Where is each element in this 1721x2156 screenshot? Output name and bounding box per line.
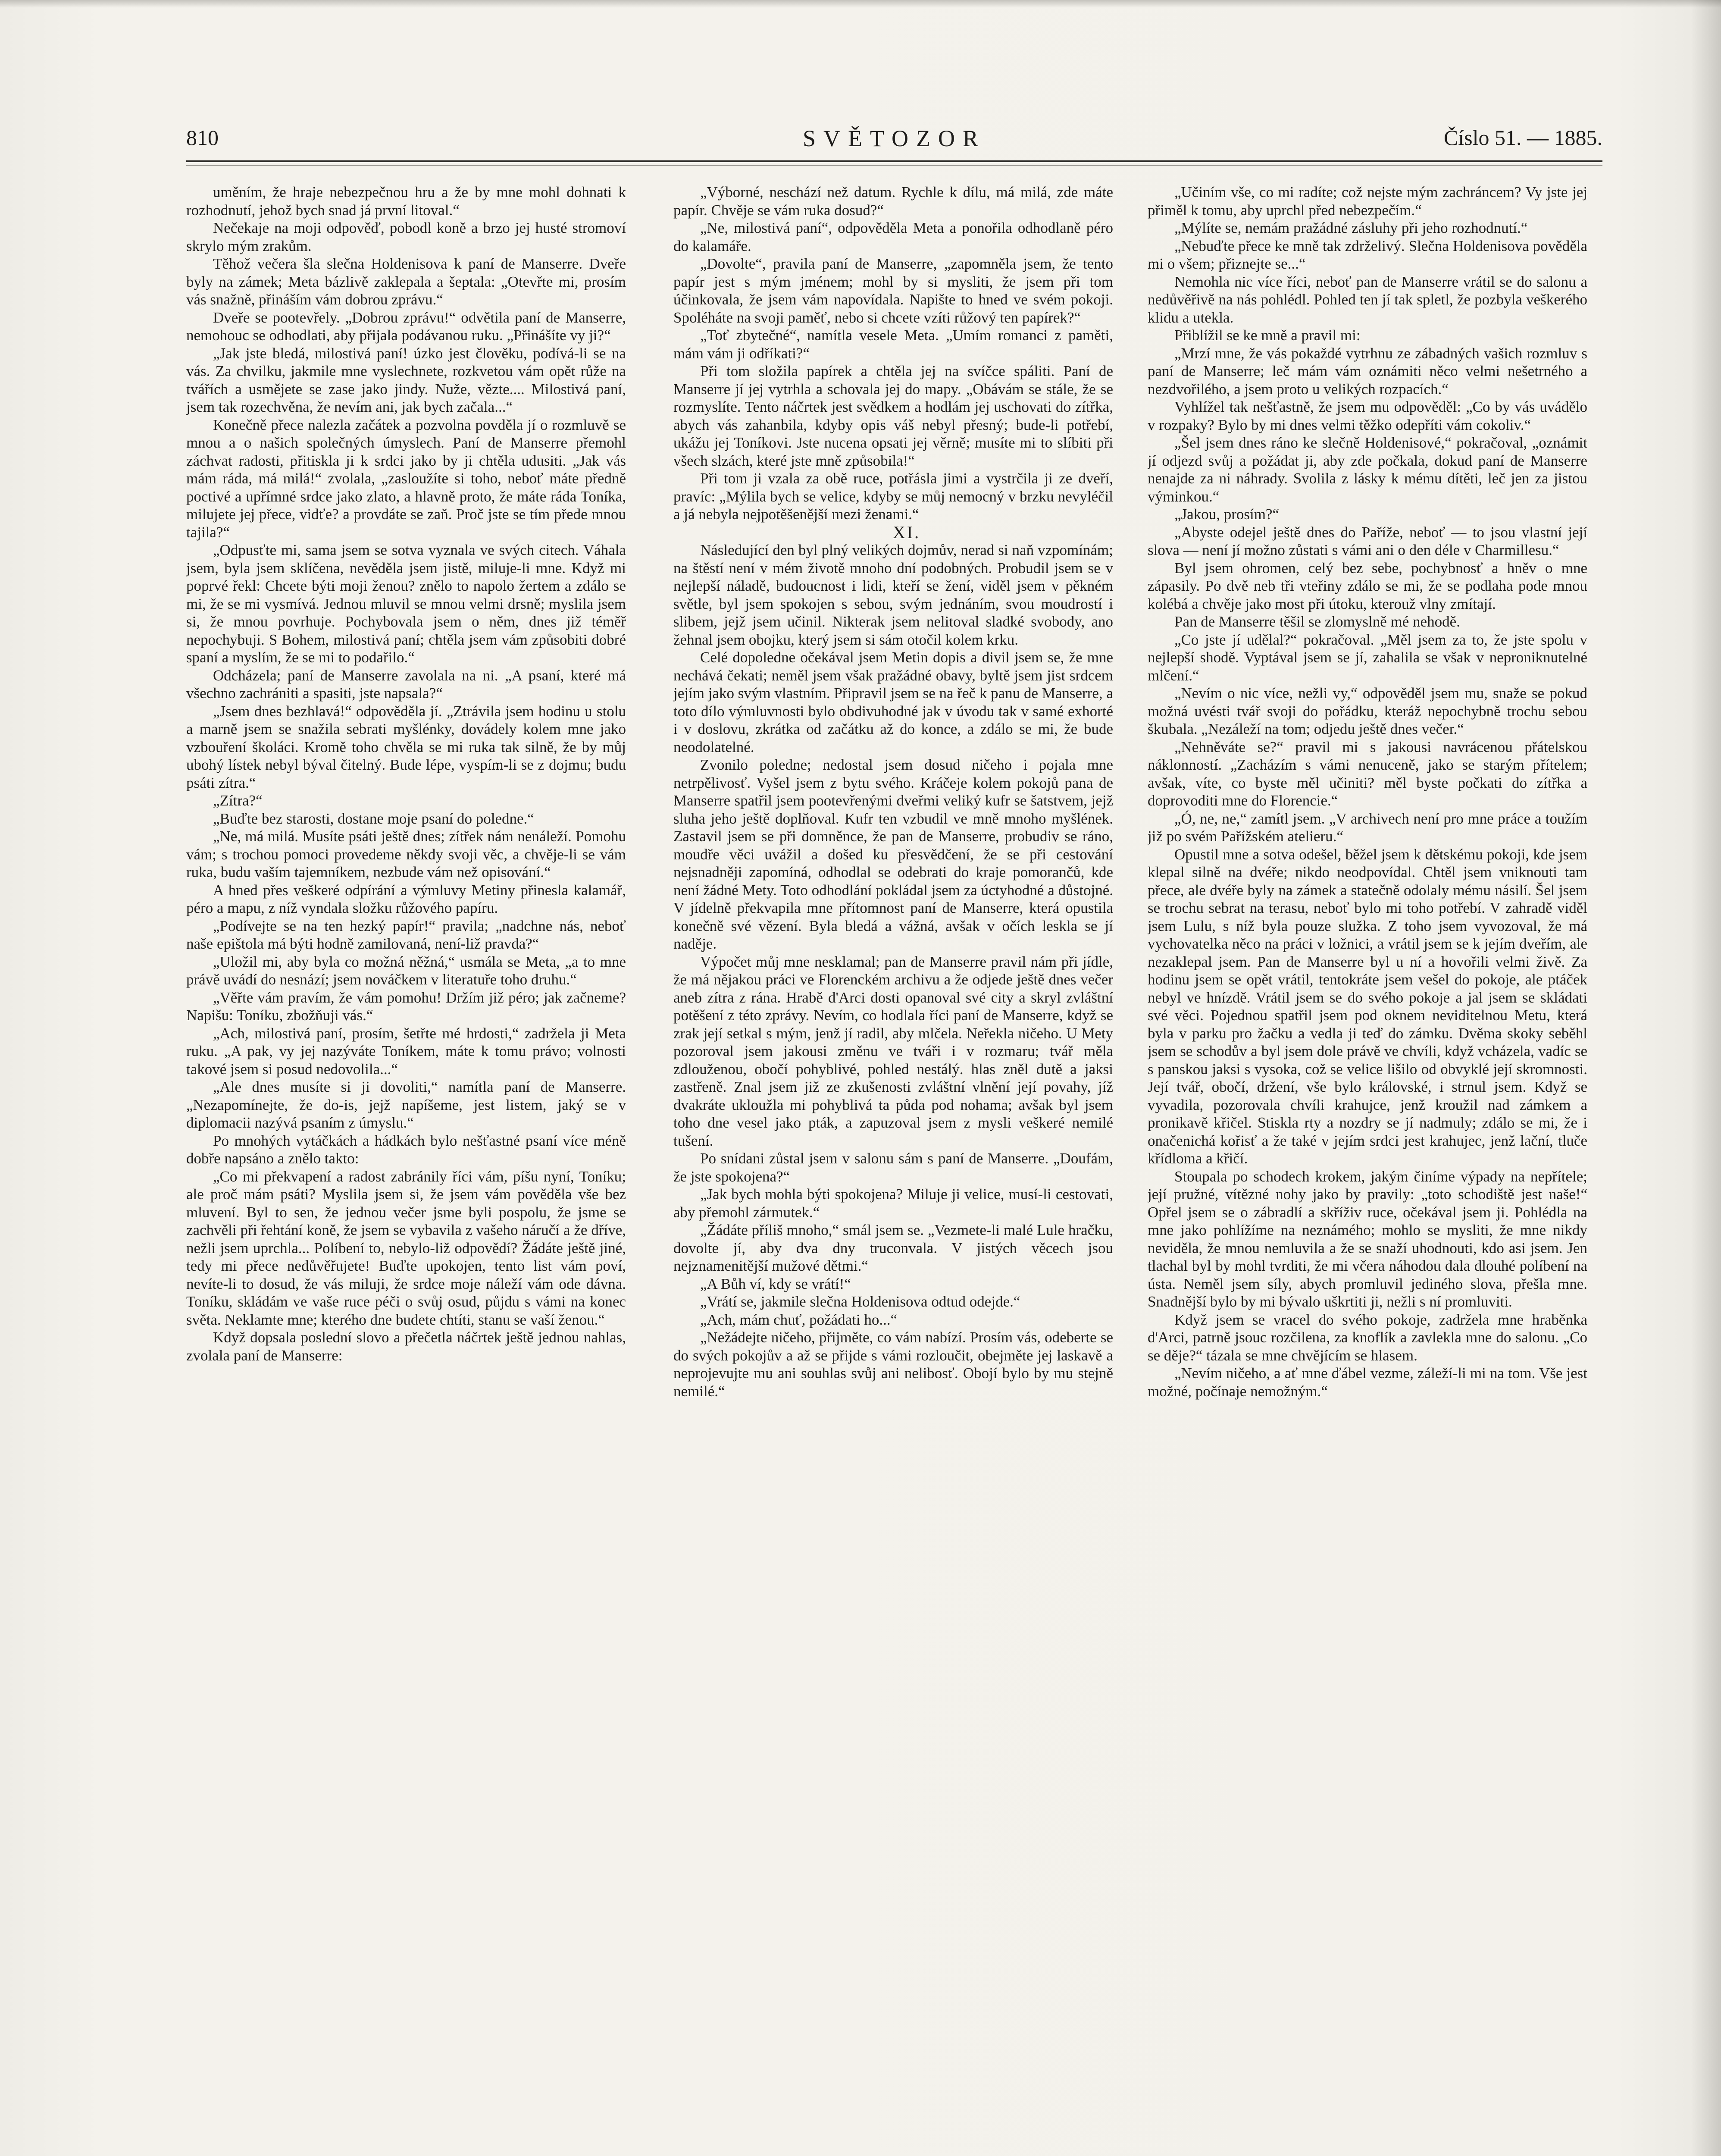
paragraph: „Ach, milostivá paní, prosím, šetřte mé hrdosti,“ zadržela ji Meta ruku. „A pak, vy jej nazýváte Toníkem, máte k tomu právo; volnosti takové jsem si posud nedovolila...“ bbox=[186, 1025, 626, 1078]
paragraph: Pan de Manserre těšil se zlomyslně mé nehodě. bbox=[1174, 613, 1460, 630]
paragraph: A hned přes veškeré odpírání a výmluvy Metiny přinesla kalamář, péro a mapu, z níž vyndala složku růžového papíru. bbox=[186, 881, 626, 916]
paragraph: „Nežádejte ničeho, přijměte, co vám nabízí. Prosím vás, odeberte se do svých pokojův a až se přijde s vámi rozloučit, obejměte jej laskavě a neprojevujte mu ani souhlas svůj ani nelibosť. Obojí bylo by mu stejně nemilé.“ bbox=[673, 1329, 1113, 1400]
paragraph: „Toť zbytečné“, namítla vesele Meta. „Umím romanci z paměti, mám vám ji odříkati?“ bbox=[673, 327, 1113, 362]
paragraph: „Jakou, prosím?“ bbox=[1174, 506, 1279, 523]
paragraph: „A Bůh ví, kdy se vrátí!“ bbox=[700, 1275, 851, 1292]
paragraph: „Učiním vše, co mi radíte; což nejste mým zachráncem? Vy jste jej přiměl k tomu, aby uprchl před nebezpečím.“ bbox=[1148, 184, 1587, 219]
paragraph: „Nebuďte přece ke mně tak zdrželivý. Slečna Holdenisova pověděla mi o všem; přiznejte se...“ bbox=[1148, 237, 1587, 272]
paragraph: Byl jsem ohromen, celý bez sebe, pochybnosť a hněv o mne zápasily. Po dvě neb tři vteřiny zdálo se mi, že se podlaha pode mnou kolébá a chvěje jako most při útoku, kterouž vlny zmítají. bbox=[1148, 559, 1587, 612]
paragraph: Vyhlížel tak nešťastně, že jsem mu odpověděl: „Co by vás uvádělo v rozpaky? Bylo by mi dnes velmi těžko odepříti vám cokoliv.“ bbox=[1148, 398, 1587, 433]
journal-title: SVĚTOZOR bbox=[802, 125, 986, 151]
paragraph: Při tom složila papírek a chtěla jej na svíčce spáliti. Paní de Manserre jí jej vytrhla a schovala jej do mapy. „Obávám se stále, že se rozmyslíte. Tento náčrtek jest svědkem a hodlám jej uschovati do zítřka, abych vás zahanbila, kdyby opis váš nebyl přesný; bude-li potřebí, ukážu jej Toníkovi. Jste nucena opsati jej věrně; musíte mi to slíbiti při všech slzách, které jste mně způsobila!“ bbox=[673, 363, 1113, 469]
paragraph: „Dovolte“, pravila paní de Manserre, „zapomněla jsem, že tento papír jest s mým jménem; mohl by si mysliti, že jsem při tom účinkovala, že jsem vám napovídala. Napište to hned ve svém pokoji. Spoléháte na svoji paměť, nebo si chcete vzíti růžový ten papírek?“ bbox=[673, 255, 1113, 326]
paragraph: „Mrzí mne, že vás pokaždé vytrhnu ze zábadných vašich rozmluv s paní de Manserre; leč mám vám oznámiti něco velmi nešetrného a nezdvořilého, a jsem proto u velikých rozpacích.“ bbox=[1148, 345, 1587, 398]
paragraph: „Ach, mám chuť, požádati ho...“ bbox=[700, 1311, 898, 1328]
paragraph: „Ne, má milá. Musíte psáti ještě dnes; zítřek nám nenáleží. Pomohu vám; s trochou pomoci provedeme někdy svoji věc, a chvěje-li se vám ruka, budu vaším tajemníkem, nezbude vám než opisování.“ bbox=[186, 828, 626, 881]
paragraph: „Výborné, neschází než datum. Rychle k dílu, má milá, zde máte papír. Chvěje se vám ruka dosud?“ bbox=[673, 184, 1113, 219]
paragraph: „Jsem dnes bezhlavá!“ odpověděla jí. „Ztrávila jsem hodinu u stolu a marně jsem se snažila sebrati myšlénky, dovádely kolem mne jako vzbouření školáci. Kromě toho chvěla se mi ruka tak silně, že by můj ubohý lístek nebyl býval čitelný. Bude lépe, vyspím-li se z dojmu; budu psáti zítra.“ bbox=[186, 702, 626, 791]
paragraph: „Vrátí se, jakmile slečna Holdenisova odtud odejde.“ bbox=[700, 1293, 1020, 1310]
paragraph: Stoupala po schodech krokem, jakým činíme výpady na nepřítele; její pružné, vítězné nohy jako by pravily: „toto schodiště jest naše!“ Opřel jsem se o zábradlí a skříživ ruce, očekával jsem ji. Pohlédla na mne jako pohlížíme na neznámého; mohlo se mysliti, že mne nikdy neviděla, že mnou nemluvila a že se snaží uhodnouti, kdo asi jsem. Jen tlachal byl by mohl tvrditi, že mi včera náhodou dala dlouhé políbení na ústa. Neměl jsem síly, abych promluvil jediného slova, přešla mne. Snadnější bylo by mi bývalo uškrtiti ji, nežli s ní promluviti. bbox=[1148, 1168, 1587, 1310]
paragraph: uměním, že hraje nebezpečnou hru a že by mne mohl dohnati k rozhodnutí, jehož bych snad já první litoval.“ bbox=[186, 184, 626, 219]
paragraph: Nečekaje na moji odpověď, pobodl koně a brzo jej husté stromoví skrylo mým zrakům. bbox=[186, 219, 626, 254]
paragraph: „Buďte bez starosti, dostane moje psaní do poledne.“ bbox=[213, 810, 534, 827]
paragraph: „Uložil mi, aby byla co možná něžná,“ usmála se Meta, „a to mne právě uvádí do nesnází; jsem nováčkem v literatuře toho druhu.“ bbox=[186, 953, 626, 988]
page-top-edge bbox=[0, 0, 1721, 8]
paragraph: „Co jste jí udělal?“ pokračoval. „Měl jsem za to, že jste spolu v nejlepší shodě. Vyptával jsem se jí, zahalila se však v neproniknutelné mlčení.“ bbox=[1148, 631, 1587, 684]
paragraph: „Odpusťte mi, sama jsem se sotva vyznala ve svých citech. Váhala jsem, byla jsem sklíčena, nevěděla jsem jistě, miluje-li mne. Když mi poprvé řekl: Chcete býti moji ženou? znělo to napolo žertem a zdálo se mi, že se mi vysmívá. Jednou mluvil se mnou velmi drsně; myslila jsem si, že mnou povrhuje. Pochybovala jsem o něm, dnes již téměř nepochybuji. S Bohem, milostivá paní; chtěla jsem vám způsobiti dobré spaní a myslím, že se mi to podařilo.“ bbox=[186, 542, 626, 666]
text-column-1 bbox=[186, 183, 626, 2156]
page-binding-shadow bbox=[1691, 0, 1721, 2156]
paragraph: Odcházela; paní de Manserre zavolala na ni. „A psaní, které má všechno zachrániti a spasiti, jste napsala?“ bbox=[186, 667, 626, 702]
header-rule bbox=[186, 160, 1602, 162]
paragraph: „Žádáte příliš mnoho,“ smál jsem se. „Vezmete-li malé Lule hračku, dovolte jí, aby dva dny truconvala. V jistých věcech jsou nejznamenitější mužové dětmi.“ bbox=[673, 1222, 1113, 1274]
issue-number: Číslo 51. — 1885. bbox=[1443, 125, 1602, 150]
paragraph: „Co mi překvapení a radost zabránily říci vám, píšu nyní, Toníku; ale proč mám psáti? Myslila jsem si, že jsem vám pověděla vše bez mluvení. Byl to sen, že jednou večer jsme byli pospolu, že jsme se zachvěli při řehtání koně, že jsem se vybavila z vašeho náručí a že dříve, nežli jsem uprchla... Políbení to, nebylo-liž odpovědí? Žádáte ještě jiné, tedy mi přece nedůvěřujete! Buďte upokojen, tento list vám poví, nevíte-li to dosud, že vás miluji, že srdce moje náleží vám ode dávna. Toníku, skládám ve vaše ruce péči o svůj osud, půjdu s vámi na konec světa. Neklamte mne; kterého dne budete chtíti, stanu se vaší ženou.“ bbox=[186, 1168, 626, 1328]
paragraph: Nemohla nic více říci, neboť pan de Manserre vrátil se do salonu a nedůvěřivě na nás pohlédl. Pohled ten jí tak spletl, že pozbyla veškerého klidu a utekla. bbox=[1148, 273, 1587, 326]
paragraph: Výpočet můj mne nesklamal; pan de Manserre pravil nám při jídle, že má nějakou práci ve Florenckém archivu a že odjede ještě dnes večer aneb zítra z rána. Hrabě d'Arci dosti opanoval své city a skryl zvláštní potěšení z této zprávy. Nevím, co hodlala říci paní de Manserre, když se zrak její setkal s mým, jenž jí radil, aby mlčela. Neřekla ničeho. U Mety pozoroval jsem jakousi změnu ve tváři i v rozmaru; tvář měla zdlouženou, obočí pohyblivé, pohled nestálý. hlas zněl dutě a jaksi zastřeně. Znal jsem již ze zkušenosti zvláštní vlnění její povahy, jíž dvakráte ukloužla mi pohyblivá ta půda pod nohama; avšak byl jsem toho dne vesel jako pták, a zapuzoval jsem z mysli veškeré nemilé tušení. bbox=[673, 953, 1113, 1149]
paragraph: „Jak jste bledá, milostivá paní! úzko jest člověku, podívá-li se na vás. Za chvilku, jakmile mne vyslechnete, rozkvetou vám opět růže na tvářích a usmějete se zase jako jindy. Nuže, vězte.... Milostivá paní, jsem tak rozechvěna, že nevím ani, jak bych začala...“ bbox=[186, 345, 626, 415]
paragraph: Když dopsala poslední slovo a přečetla náčrtek ještě jednou nahlas, zvolala paní de Manserre: bbox=[186, 1329, 626, 1364]
page-header bbox=[186, 125, 1602, 160]
paragraph: „Věřte vám pravím, že vám pomohu! Držím již péro; jak začneme? Napišu: Toníku, zbožňuji vás.“ bbox=[186, 989, 626, 1024]
paragraph: Dveře se pootevřely. „Dobrou zprávu!“ odvětila paní de Manserre, nemohouc se odhodlati, aby přijala podávanou ruku. „Přinášíte vy ji?“ bbox=[186, 309, 626, 344]
paragraph: „Jak bych mohla býti spokojena? Miluje ji velice, musí-li cestovati, aby přemohl zármutek.“ bbox=[673, 1186, 1113, 1221]
paragraph: „Podívejte se na ten hezký papír!“ pravila; „nadchne nás, neboť naše epištola má býti hodně zamilovaná, není-liž pravda?“ bbox=[186, 917, 626, 952]
paragraph: „Abyste odejel ještě dnes do Paříže, neboť — to jsou vlastní její slova — není jí možno zůstati s vámi ani o den déle v Charmillesu.“ bbox=[1148, 523, 1587, 558]
paragraph: „Nehněváte se?“ pravil mi s jakousi navrácenou přátelskou náklonností. „Zacházím s vámi nenuceně, jako se starým přítelem; avšak, víte, co byste měl učiniti? měl byste počkati do zítřka a doprovoditi mne do Florencie.“ bbox=[1148, 738, 1587, 809]
paragraph: „Nevím o nic více, nežli vy,“ odpověděl jsem mu, snaže se pokud možná uvésti tvář svoji do pořádku, kteráž nepochybně trochu sebou škubala. „Nezáleží na tom; odjedu ještě dnes večer.“ bbox=[1148, 685, 1587, 737]
page-number: 810 bbox=[186, 125, 219, 150]
paragraph: „Šel jsem dnes ráno ke slečně Holdenisové,“ pokračoval, „oznámit jí odjezd svůj a požádat ji, aby zde počkala, dokud paní de Manserre nenajde za ni náhrady. Svolila z lásky k mému dítěti, leč jen za jistou výminkou.“ bbox=[1148, 434, 1587, 505]
paragraph: Po snídani zůstal jsem v salonu sám s paní de Manserre. „Doufám, že jste spokojena?“ bbox=[673, 1150, 1113, 1185]
paragraph: „Nevím ničeho, a ať mne ďábel vezme, záleží-li mi na tom. Vše jest možné, počínaje nemožným.“ bbox=[1148, 1365, 1587, 1400]
paragraph: Následující den byl plný velikých dojmův, nerad si naň vzpomínám; na štěstí není v mém životě mnoho dní podobných. Probudil jsem se v nejlepší náladě, budoucnost i lidi, kteří se žení, viděl jsem v pěkném světle, byl jsem spokojen s sebou, svým jednáním, svou moudrostí i slibem, jejž jsem učinil. Nikterak jsem nelitoval sladké svobody, ano žehnal jsem obojku, který jsem si sám otočil kolem krku. bbox=[673, 542, 1113, 648]
paragraph: Konečně přece nalezla začátek a pozvolna povděla jí o rozmluvě se mnou a o našich společných úmyslech. Paní de Manserre přemohl záchvat radosti, přitiskla ji k srdci jako by ji chtěla udusiti. „Jak vás mám ráda, má milá!“ zvolala, „zasloužíte si toho, neboť máte předně poctivé a upřímné srdce jako zlato, a hlavně proto, že máte ráda Toníka, milujete jej přece, vidťe? a provdáte se zaň. Proč jste se tím přede mnou tajila?“ bbox=[186, 416, 626, 541]
paragraph: „Ó, ne, ne,“ zamítl jsem. „V archivech není pro mne práce a toužím již po svém Pařížském atelieru.“ bbox=[1148, 810, 1587, 845]
text-column-3 bbox=[1148, 183, 1587, 2156]
paragraph: Po mnohých vytáčkách a hádkách bylo nešťastné psaní více méně dobře napsáno a znělo takto: bbox=[186, 1132, 626, 1167]
paragraph: Když jsem se vracel do svého pokoje, zadržela mne hraběnka d'Arci, patrně jsouc rozčilena, za knoflík a zavlekla mne do salonu. „Co se děje?“ tázala se mne chvějícím se hlasem. bbox=[1148, 1311, 1587, 1364]
header-rule-thin bbox=[186, 165, 1602, 166]
text-column-2 bbox=[673, 183, 1113, 2156]
paragraph: Při tom ji vzala za obě ruce, potřásla jimi a vystrčila ji ze dveří, pravíc: „Mýlila bych se velice, kdyby se můj nemocný v brzku nevyléčil a já nebyla nejpotěšenější mezi ženami.“ bbox=[673, 470, 1113, 523]
paragraph: Celé dopoledne očekával jsem Metin dopis a divil jsem se, že mne nechává čekati; neměl jsem však pražádné obavy, byltě jsem jist srdcem jejím jako svým vlastním. Připravil jsem se na řeč k panu de Manserre, a toto dílo výmluvnosti bylo obdivuhodné jak v úvodu tak v samé exhorté i v doslovu, zkrátka od začátku až do konce, a zdálo se mi, že bude neodolatelné. bbox=[673, 649, 1113, 755]
chapter-heading: XI. bbox=[892, 522, 921, 542]
paragraph: Přiblížil se ke mně a pravil mi: bbox=[1174, 327, 1361, 344]
paragraph: Těhož večera šla slečna Holdenisova k paní de Manserre. Dveře byly na zámek; Meta bázlivě zaklepala a šeptala: „Otevřte mi, prosím vás snažně, přináším vám dobrou zprávu.“ bbox=[186, 255, 626, 308]
paragraph: „Zítra?“ bbox=[213, 792, 263, 809]
paragraph: Zvonilo poledne; nedostal jsem dosud ničeho i pojala mne netrpělivosť. Vyšel jsem z bytu svého. Kráčeje kolem pokojů pana de Manserre spatřil jsem pootevřenými dveřmi veliký kufr se šatstvem, jejž sluha jeho ještě doplňoval. Kufr ten vzbudil ve mně mnoho myšlének. Zastavil jsem se při domněnce, že pan de Manserre, probudiv se ráno, moudře věci uvážil a došed ku přesvědčení, že se při cestování nejsnadněji zapomíná, odhodlal se odebrati do kraje pomorančů, kde není žádné Mety. Toto odhodlání pokládal jsem za úctyhodné a důstojné. V jídelně překvapila mne přítomnost paní de Manserre, která opustila konečně své vězení. Byla bledá a vážná, avšak v očích leskla se jí naděje. bbox=[673, 756, 1113, 952]
paragraph: „Mýlíte se, nemám pražádné zásluhy při jeho rozhodnutí.“ bbox=[1174, 219, 1528, 236]
paragraph: Opustil mne a sotva odešel, běžel jsem k dětskému pokoji, kde jsem klepal silně na dvéře; nikdo neodpovídal. Chtěl jsem vniknouti tam přece, ale dvéře byly na zámek a statečně odolaly mému násilí. Šel jsem se trochu sebrat na terasu, neboť bylo mi toho potřebí. V zahradě viděl jsem Lulu, s níž byla pouze služka. Z toho jsem vyvozoval, že má vychovatelka něco na práci v ložnici, a vrátil jsem se k jejím dveřím, ale nezaklepal jsem. Pan de Manserre byl u ní a hovořili velmi živě. Za hodinu jsem se opět vrátil, tentokráte jsem vešel do pokoje, ale ptáček nebyl ve hnízdě. Vrátil jsem se do svého pokoje a jal jsem se skládati své věci. Pojednou spatřil jsem pod oknem neviditelnou Metu, která byla v parku pro žačku a vedla ji teď do zámku. Dvěma skoky seběhl jsem se schodův a byl jsem dole právě ve chvíli, když vcházela, vadíc se s panskou jaksi s vysoka, což se velice lišilo od obvyklé její skromnosti. Její tvář, obočí, držení, vše bylo královské, i strnul jsem. Když se vyvadila, pozorovala chvíli krahujce, jenž kroužil nad zámkem a pronikavě křičel. Stiskla rty a nozdry se jí nadmuly; zdálo se mi, že i onačenichá kořisť a že také v jejím srdci jest krahujec, jenž lační, tluče křídloma a křičí. bbox=[1148, 846, 1587, 1167]
paragraph: „Ale dnes musíte si ji dovoliti,“ namítla paní de Manserre. „Nezapomínejte, že do-is, jejž napíšeme, jest listem, jaký se v diplomacii nazývá psaním z úmyslu.“ bbox=[186, 1078, 626, 1131]
paragraph: „Ne, milostivá paní“, odpověděla Meta a ponořila odhodlaně péro do kalamáře. bbox=[673, 219, 1113, 254]
